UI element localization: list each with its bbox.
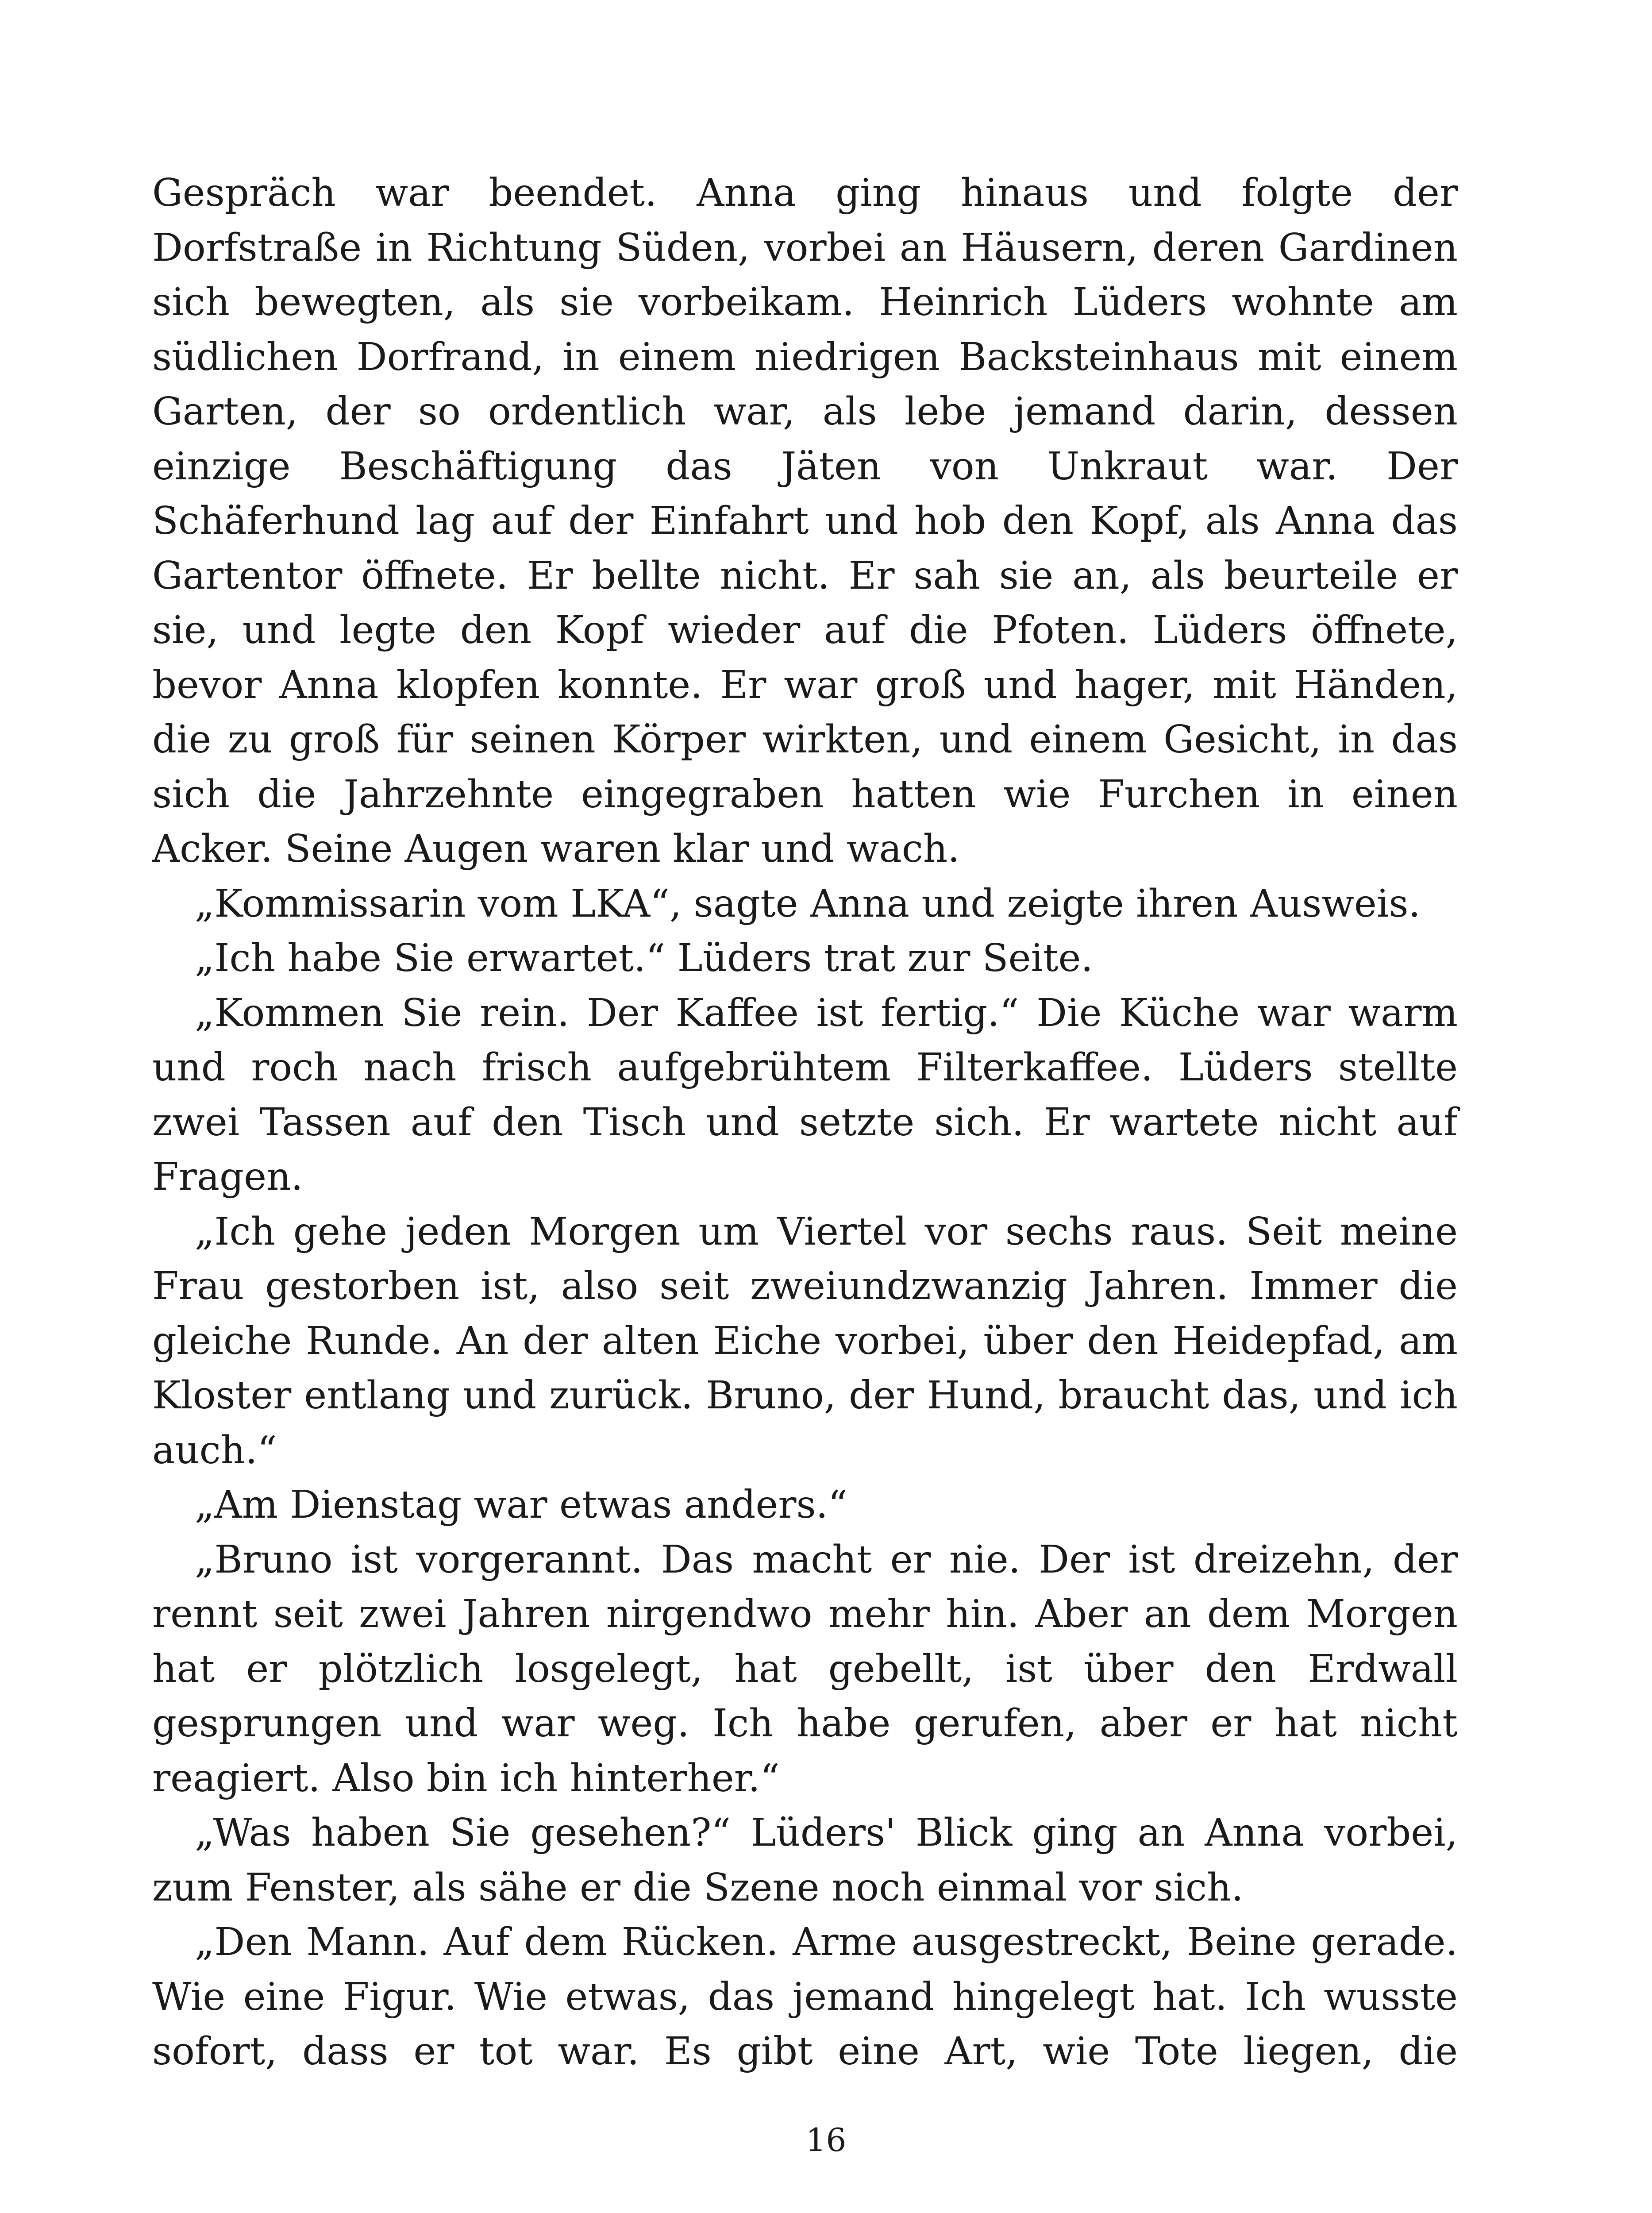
paragraph-3: „Ich habe Sie erwartet.“ Lüders trat zur Seite.: [195, 936, 1093, 980]
paragraph-2: „Kommissarin vom LKA“, sagte Anna und zeigte ihren Ausweis.: [195, 881, 1421, 926]
paragraph-1: Gespräch war beendet. Anna ging hinaus und folgte der Dorfstraße in Richtung Süden, vorbei an Häusern, deren Gardinen sich bewegten, als sie vorbeikam. Heinrich Lüders wohnte am südlichen Dorfrand, in einem niedrigen Backsteinhaus mit einem Garten, der so ordentlich war, als lebe jemand darin, dessen einzige Beschäftigung das Jäten von Unkraut war. Der Schäferhund lag auf der Einfahrt und hob den Kopf, als Anna das Gartentor öffnete. Er bellte nicht. Er sah sie an, als beurteile er sie, und legte den Kopf wieder auf die Pfoten. Lüders öffnete, bevor Anna klopfen konnte. Er war groß und hager, mit Händen, die zu groß für seinen Körper wirkten, und einem Gesicht, in das sich die Jahrzehnte eingegraben hatten wie Furchen in einen Acker. Seine Augen waren klar und wach.: [152, 171, 1458, 871]
paragraph-7: „Bruno ist vorgerannt. Das macht er nie. Der ist dreizehn, der rennt seit zwei Jahren nirgendwo mehr hin. Aber an dem Morgen hat er plötzlich losgelegt, hat gebellt, ist über den Erdwall gesprungen und war weg. Ich habe gerufen, aber er hat nicht reagiert. Also bin ich hinterher.“: [152, 1537, 1458, 1800]
paragraph-9: „Den Mann. Auf dem Rücken. Arme ausgestreckt, Beine gerade. Wie eine Figur. Wie etwas, das jemand hingelegt hat. Ich wusste sofort, dass er tot war. Es gibt eine Art, wie Tote liegen, die: [152, 1920, 1458, 2074]
paragraph-4: „Kommen Sie rein. Der Kaffee ist fertig.“ Die Küche war warm und roch nach frisch aufgebrühtem Filterkaffee. Lüders stellte zwei Tassen auf den Tisch und setzte sich. Er wartete nicht auf Fragen.: [152, 991, 1458, 1199]
paragraph-5: „Ich gehe jeden Morgen um Viertel vor sechs raus. Seit meine Frau gestorben ist, also seit zweiundzwanzig Jahren. Immer die gleiche Runde. An der alten Eiche vorbei, über den Heidepfad, am Kloster entlang und zurück. Bruno, der Hund, braucht das, und ich auch.“: [152, 1209, 1458, 1473]
paragraph-6: „Am Dienstag war etwas anders.“: [195, 1483, 847, 1527]
page-number: 16: [805, 2121, 847, 2159]
body-text: [152, 166, 1458, 2079]
paragraph-8: „Was haben Sie gesehen?“ Lüders' Blick ging an Anna vorbei, zum Fenster, als sähe er die Szene noch einmal vor sich.: [152, 1811, 1458, 1910]
